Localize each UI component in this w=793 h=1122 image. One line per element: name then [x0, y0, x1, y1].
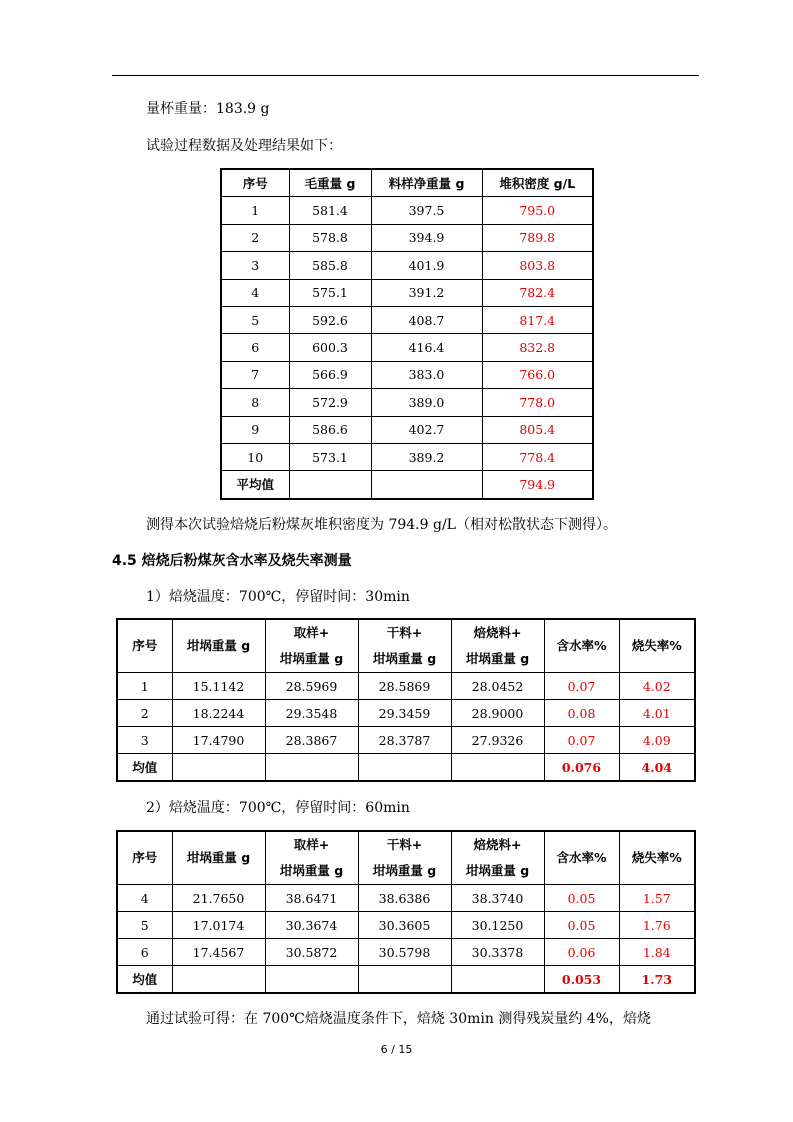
table-cell: 1.84: [619, 939, 695, 966]
table-cell: 6: [117, 939, 172, 966]
table-cell: 38.6386: [358, 885, 451, 912]
table-cell: 402.7: [371, 416, 482, 443]
table-cell: 573.1: [289, 443, 371, 470]
table-cell: 0.08: [544, 700, 619, 727]
table-header-row: [117, 619, 695, 673]
header-line: 坩埚重量 g: [465, 651, 530, 666]
table-cell: 4.01: [619, 700, 695, 727]
table-row: [221, 443, 593, 470]
avg-loss-value: 4.04: [619, 754, 695, 782]
header-line: 坩埚重量 g: [372, 651, 437, 666]
avg-loss-value: 1.73: [619, 966, 695, 994]
table-cell: 397.5: [371, 197, 482, 224]
col-header-bulk-density: 堆积密度 g/L: [482, 169, 593, 197]
table-cell: 17.0174: [172, 912, 265, 939]
table-cell: 585.8: [289, 252, 371, 279]
table-cell: 394.9: [371, 224, 482, 251]
avg-moisture-value: 0.053: [544, 966, 619, 994]
col-header-burned: [451, 619, 544, 673]
table-cell: 28.3787: [358, 727, 451, 754]
table-row: [117, 939, 695, 966]
table-cell: 4.02: [619, 673, 695, 700]
page-number: 6 / 15: [380, 1043, 413, 1056]
table-cell: 4.09: [619, 727, 695, 754]
col-header-seq: 序号: [221, 169, 289, 197]
table-cell: 6: [221, 334, 289, 361]
table-cell: 416.4: [371, 334, 482, 361]
table-cell: 0.07: [544, 727, 619, 754]
table-cell: 29.3548: [265, 700, 358, 727]
table-cell: 3: [221, 252, 289, 279]
table-row: [221, 279, 593, 306]
col-header-net-weight: 料样净重量 g: [371, 169, 482, 197]
table-cell: 391.2: [371, 279, 482, 306]
table-cell: 4: [117, 885, 172, 912]
table-cell: 572.9: [289, 389, 371, 416]
table-cell: 789.8: [482, 224, 593, 251]
table-cell: 28.5869: [358, 673, 451, 700]
empty-cell: [358, 966, 451, 994]
table-header-row: [221, 169, 593, 197]
table-cell: 0.07: [544, 673, 619, 700]
table-cell: 1.57: [619, 885, 695, 912]
table-cell: 586.6: [289, 416, 371, 443]
bulk-density-table: [220, 168, 594, 500]
table-cell: 389.0: [371, 389, 482, 416]
table-cell: 10: [221, 443, 289, 470]
table-row: [221, 306, 593, 333]
table-cell: 17.4790: [172, 727, 265, 754]
table-cell: 803.8: [482, 252, 593, 279]
table-cell: 18.2244: [172, 700, 265, 727]
table-row: [117, 673, 695, 700]
table-cell: 38.6471: [265, 885, 358, 912]
table-cell: 30.5798: [358, 939, 451, 966]
table-cell: 600.3: [289, 334, 371, 361]
table-cell: 2: [221, 224, 289, 251]
table-cell: 21.7650: [172, 885, 265, 912]
header-line: 焙烧料+: [473, 837, 522, 852]
table-cell: 17.4567: [172, 939, 265, 966]
header-line: 干料+: [386, 837, 423, 852]
table-cell: 28.3867: [265, 727, 358, 754]
table-cell: 3: [117, 727, 172, 754]
table-cell: 778.4: [482, 443, 593, 470]
intro-line: 试验过程数据及处理结果如下：: [146, 138, 342, 154]
table-avg-row: [117, 966, 695, 994]
table-header-row: [117, 831, 695, 885]
header-line: 坩埚重量 g: [279, 651, 344, 666]
table-cell: 29.3459: [358, 700, 451, 727]
table-body: [117, 885, 695, 966]
table-cell: 30.3674: [265, 912, 358, 939]
conclusion-density: 测得本次试验焙烧后粉煤灰堆积密度为 794.9 g/L（相对松散状态下测得）。: [146, 517, 617, 533]
table-cell: 2: [117, 700, 172, 727]
empty-cell: [265, 754, 358, 782]
table-row: [117, 727, 695, 754]
table-cell: 15.1142: [172, 673, 265, 700]
conclusion-loss: 通过试验可得：在 700℃焙烧温度条件下，焙烧 30min 测得残炭量约 4%，焙烧: [146, 1011, 651, 1027]
col-header-crucible: 坩埚重量 g: [172, 831, 265, 885]
col-header-seq: 序号: [117, 831, 172, 885]
table-row: [221, 334, 593, 361]
empty-cell: [358, 754, 451, 782]
table-cell: 778.0: [482, 389, 593, 416]
col-header-moisture: 含水率%: [544, 619, 619, 673]
table-row: [221, 361, 593, 388]
table-cell: 817.4: [482, 306, 593, 333]
table-cell: 1.76: [619, 912, 695, 939]
col-header-burned: [451, 831, 544, 885]
table-row: [221, 224, 593, 251]
table-cell: 389.2: [371, 443, 482, 470]
table-row: [221, 389, 593, 416]
empty-cell: [371, 471, 482, 499]
table-cell: 408.7: [371, 306, 482, 333]
table-cell: 1: [221, 197, 289, 224]
table-row: [221, 197, 593, 224]
col-header-loss: 烧失率%: [619, 831, 695, 885]
section-heading: 4.5 焙烧后粉煤灰含水率及烧失率测量: [112, 553, 352, 569]
table-cell: 832.8: [482, 334, 593, 361]
col-header-moisture: 含水率%: [544, 831, 619, 885]
col-header-dry: [358, 619, 451, 673]
col-header-sample: [265, 619, 358, 673]
header-line: 取样+: [293, 837, 330, 852]
empty-cell: [265, 966, 358, 994]
table-cell: 30.3605: [358, 912, 451, 939]
table-cell: 0.05: [544, 912, 619, 939]
col-header-crucible: 坩埚重量 g: [172, 619, 265, 673]
avg-density-value: 794.9: [482, 471, 593, 499]
table-cell: 28.5969: [265, 673, 358, 700]
table-row: [221, 416, 593, 443]
col-header-dry: [358, 831, 451, 885]
table-cell: 401.9: [371, 252, 482, 279]
col-header-seq: 序号: [117, 619, 172, 673]
table-cell: 782.4: [482, 279, 593, 306]
table-row: [117, 700, 695, 727]
table-row: [117, 912, 695, 939]
table-cell: 0.05: [544, 885, 619, 912]
table-avg-row: [221, 471, 593, 499]
table-avg-row: [117, 754, 695, 782]
table-row: [117, 885, 695, 912]
table-cell: 383.0: [371, 361, 482, 388]
col-header-gross-weight: 毛重量 g: [289, 169, 371, 197]
loss-table-30min: [116, 618, 696, 782]
table-cell: 1: [117, 673, 172, 700]
table-cell: 5: [221, 306, 289, 333]
table-cell: 38.3740: [451, 885, 544, 912]
loss-table-60min: [116, 830, 696, 994]
table-body: [221, 197, 593, 471]
table-cell: 30.3378: [451, 939, 544, 966]
avg-label: 均值: [117, 966, 172, 994]
empty-cell: [451, 754, 544, 782]
table-cell: 5: [117, 912, 172, 939]
avg-label: 平均值: [221, 471, 289, 499]
table-cell: 7: [221, 361, 289, 388]
empty-cell: [172, 754, 265, 782]
table-cell: 805.4: [482, 416, 593, 443]
header-rule: [112, 75, 699, 76]
header-line: 坩埚重量 g: [279, 863, 344, 878]
table-cell: 9: [221, 416, 289, 443]
table-cell: 575.1: [289, 279, 371, 306]
subheading-30min: 1）焙烧温度：700℃，停留时间：30min: [146, 589, 410, 605]
table-cell: 766.0: [482, 361, 593, 388]
col-header-loss: 烧失率%: [619, 619, 695, 673]
table-cell: 30.5872: [265, 939, 358, 966]
table-cell: 28.9000: [451, 700, 544, 727]
table-cell: 0.06: [544, 939, 619, 966]
table-cell: 4: [221, 279, 289, 306]
table-cell: 28.0452: [451, 673, 544, 700]
cup-weight-line: 量杯重量：183.9 g: [146, 101, 270, 117]
table-cell: 578.8: [289, 224, 371, 251]
empty-cell: [451, 966, 544, 994]
empty-cell: [172, 966, 265, 994]
header-line: 坩埚重量 g: [465, 863, 530, 878]
table-cell: 30.1250: [451, 912, 544, 939]
subheading-60min: 2）焙烧温度：700℃，停留时间：60min: [146, 800, 410, 816]
table-cell: 8: [221, 389, 289, 416]
table-body: [117, 673, 695, 754]
empty-cell: [289, 471, 371, 499]
table-cell: 566.9: [289, 361, 371, 388]
table-cell: 795.0: [482, 197, 593, 224]
col-header-sample: [265, 831, 358, 885]
header-line: 取样+: [293, 625, 330, 640]
table-cell: 581.4: [289, 197, 371, 224]
table-row: [221, 252, 593, 279]
table-cell: 27.9326: [451, 727, 544, 754]
avg-label: 均值: [117, 754, 172, 782]
header-line: 干料+: [386, 625, 423, 640]
avg-moisture-value: 0.076: [544, 754, 619, 782]
header-line: 坩埚重量 g: [372, 863, 437, 878]
table-cell: 592.6: [289, 306, 371, 333]
header-line: 焙烧料+: [473, 625, 522, 640]
